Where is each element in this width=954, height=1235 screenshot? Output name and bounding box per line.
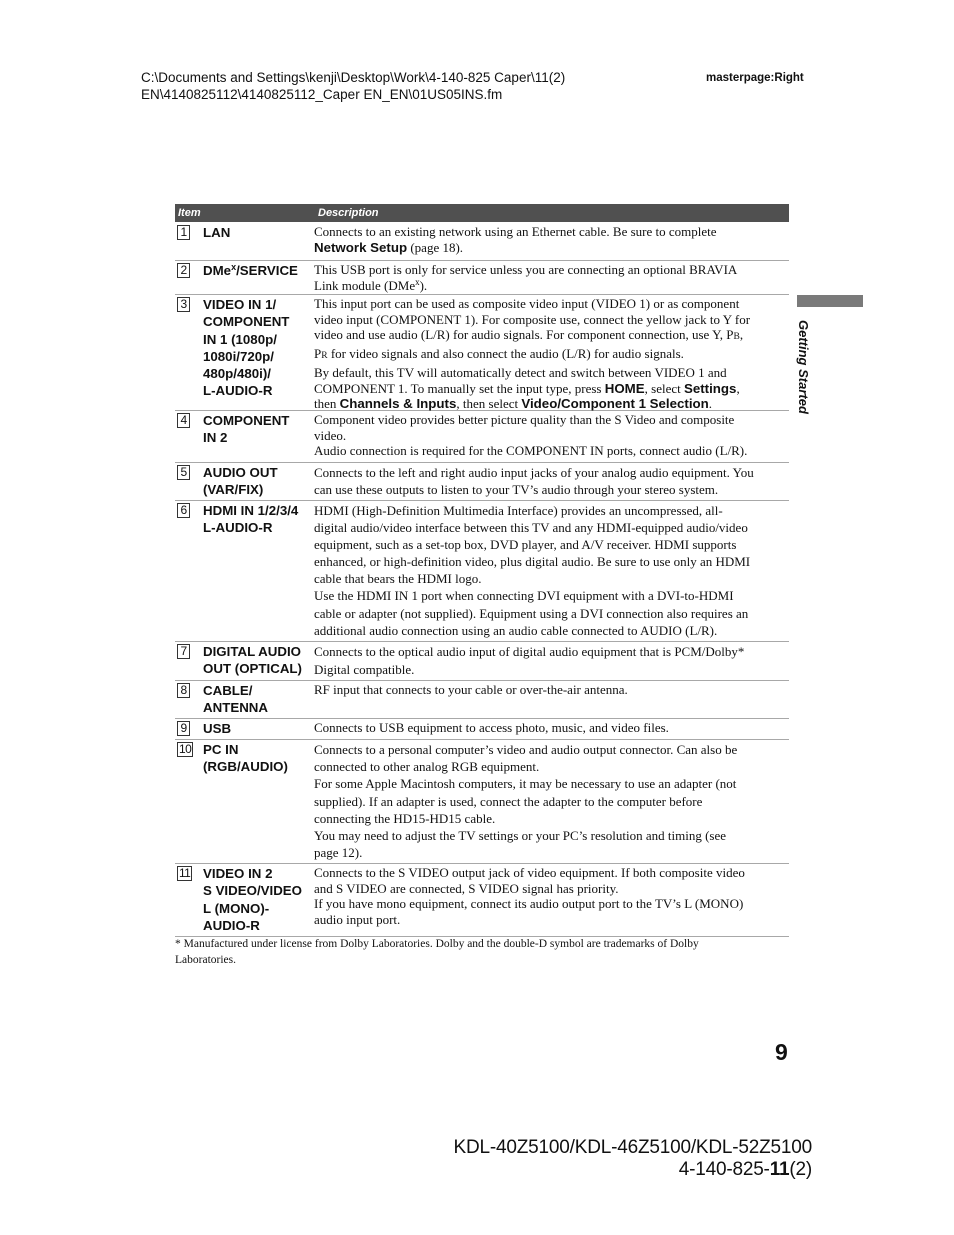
item-name-line: VIDEO IN 1/ xyxy=(203,297,277,312)
description-line: If you have mono equipment, connect its audio output port to the TV’s L (MONO) xyxy=(314,896,744,912)
item-name xyxy=(203,682,268,717)
item-name-line: (VAR/FIX) xyxy=(203,482,264,498)
item-name-line: PC IN xyxy=(203,742,239,757)
text-run: /SERVICE xyxy=(236,263,298,278)
item-description xyxy=(314,682,789,698)
description-line: By default, this TV will automatically detect and switch between VIDEO 1 and xyxy=(314,364,727,380)
file-path-line-1: C:\Documents and Settings\kenji\Desktop\Work\4-140-825 Caper\11(2) xyxy=(141,70,566,85)
text-run: , then select xyxy=(456,396,522,412)
table-row xyxy=(175,261,789,295)
text-run: video and use audio (L/R) for audio signals. For component connection, use Y, P xyxy=(314,327,734,343)
superscript: x xyxy=(415,277,420,287)
item-number-box: 9 xyxy=(177,721,190,736)
item-name xyxy=(203,412,289,447)
item-description xyxy=(314,224,789,256)
item-description xyxy=(314,865,789,928)
text-run: ). xyxy=(419,278,428,293)
item-number-box: 8 xyxy=(177,683,190,698)
description-line: Component video provides better picture quality than the S Video and composite xyxy=(314,412,735,427)
table-row xyxy=(175,463,789,501)
description-line xyxy=(314,346,789,365)
description-line: supplied). If an adapter is used, connect the adapter to the computer before xyxy=(314,793,703,809)
item-description xyxy=(314,643,789,678)
text-run: , xyxy=(736,380,740,396)
footnote-line: * Manufactured under license from Dolby Laboratories. Dolby and the double-D symbol are trademarks of Dolby xyxy=(175,938,699,950)
text-run: , select xyxy=(644,380,684,396)
item-name xyxy=(203,720,231,737)
description-line: Audio connection is required for the COMPONENT IN ports, connect audio (L/R). xyxy=(314,443,748,458)
description-line: enhanced, or high-definition video, plus digital audio. Be sure to use only an HDMI xyxy=(314,554,751,570)
text-run: COMPONENT 1. To manually set the input type, press xyxy=(314,380,605,396)
description-line: equipment, such as a set-top box, DVD player, and A/V receiver. HDMI supports xyxy=(314,537,737,553)
bold-term: HOME xyxy=(604,380,645,396)
item-name-line: 1080i/720p/ xyxy=(203,348,274,364)
text-run: , xyxy=(739,327,744,343)
document-code-prefix: 4-140-825- xyxy=(678,1159,770,1180)
table-row xyxy=(175,501,789,642)
description-line: HDMI (High-Definition Multimedia Interface) provides an uncompressed, all- xyxy=(314,503,723,518)
bold-term: Channels & Inputs xyxy=(339,396,457,412)
superscript: x xyxy=(231,262,237,272)
description-line: Use the HDMI IN 1 port when connecting DVI equipment with a DVI-to-HDMI xyxy=(314,588,734,604)
description-line: cable that bears the HDMI logo. xyxy=(314,571,482,587)
item-number-box: 6 xyxy=(177,503,190,518)
description-line: connecting the HD15-HD15 cable. xyxy=(314,810,496,826)
item-name xyxy=(203,865,302,934)
item-name xyxy=(203,502,298,537)
item-number-box: 10 xyxy=(179,742,192,756)
description-line: Connects to the S VIDEO output jack of video equipment. If both composite video xyxy=(314,865,745,880)
description-line: Connects to the optical audio input of digital audio equipment that is PCM/Dolby* xyxy=(314,644,745,659)
connections-table xyxy=(175,223,789,937)
description-line xyxy=(314,381,789,397)
small-letter: B xyxy=(733,332,740,343)
small-letter: R xyxy=(321,351,328,362)
item-name-line: VIDEO IN 2 xyxy=(203,866,273,881)
description-line: can use these outputs to listen to your TV’s audio through your stereo system. xyxy=(314,482,719,497)
item-description xyxy=(314,412,789,459)
item-number-box: 5 xyxy=(177,465,190,480)
item-description xyxy=(314,502,789,639)
item-name xyxy=(203,741,288,776)
page-number: 9 xyxy=(775,1039,788,1065)
item-name-line: ANTENNA xyxy=(203,700,269,716)
model-numbers: KDL-40Z5100/KDL-46Z5100/KDL-52Z5100 xyxy=(453,1137,812,1158)
text-run: . xyxy=(708,396,713,412)
description-line xyxy=(314,327,789,346)
table-row xyxy=(175,740,789,864)
description-line: video input (COMPONENT 1). For composite use, connect the yellow jack to Y for xyxy=(314,311,751,327)
description-line: cable or adapter (not supplied). Equipment using a DVI connection also requires an xyxy=(314,605,749,621)
document-code-suffix: (2) xyxy=(789,1159,812,1180)
item-name-line: IN 2 xyxy=(203,430,228,446)
section-tab-label: Getting Started xyxy=(796,320,811,414)
description-line: connected to other analog RGB equipment. xyxy=(314,759,540,775)
item-name-line: CABLE/ xyxy=(203,683,253,698)
description-line: and S VIDEO are connected, S VIDEO signal has priority. xyxy=(314,880,619,896)
description-line xyxy=(314,278,789,294)
item-number-box: 1 xyxy=(177,225,190,240)
item-name-line: AUDIO OUT xyxy=(203,465,278,480)
column-header-item: Item xyxy=(178,207,201,219)
item-name-line: OUT (OPTICAL) xyxy=(203,661,302,677)
item-name-line xyxy=(203,262,298,279)
bold-term: Network Setup xyxy=(314,240,408,255)
text-run: DMe xyxy=(203,263,232,278)
document-code xyxy=(679,1158,812,1182)
description-line xyxy=(314,396,789,412)
description-line xyxy=(314,240,789,256)
table-row xyxy=(175,411,789,463)
item-description xyxy=(314,464,789,498)
bold-term: Settings xyxy=(683,380,737,396)
description-line: For some Apple Macintosh computers, it may be necessary to use an adapter (not xyxy=(314,776,737,792)
text-run: for video signals and also connect the audio (L/R) for audio signals. xyxy=(327,346,684,362)
description-line: additional audio connection using an audio cable connected to AUDIO (L/R). xyxy=(314,622,718,638)
item-name-line: L-AUDIO-R xyxy=(203,383,273,399)
text-run: (page 18). xyxy=(407,240,464,255)
table-row xyxy=(175,864,789,937)
description-line: This USB port is only for service unless you are connecting an optional BRAVIA xyxy=(314,262,738,277)
description-line: You may need to adjust the TV settings or your PC’s resolution and timing (see xyxy=(314,828,727,844)
description-line: video. xyxy=(314,427,347,443)
item-name-line: L (MONO)- xyxy=(203,900,270,916)
item-name-line: HDMI IN 1/2/3/4 xyxy=(203,503,299,518)
table-row xyxy=(175,719,789,740)
item-name-line: COMPONENT xyxy=(203,314,290,330)
item-name-line: L-AUDIO-R xyxy=(203,520,273,536)
item-name-line: 480p/480i)/ xyxy=(203,366,272,382)
item-name-line: S VIDEO/VIDEO xyxy=(203,883,303,899)
document-code-revision: 11 xyxy=(769,1159,790,1180)
item-description xyxy=(314,741,789,861)
bold-term: Video/Component 1 Selection xyxy=(521,396,709,412)
item-name-line: AUDIO-R xyxy=(203,917,260,933)
masterpage-label: masterpage:Right xyxy=(706,72,804,84)
description-line: Connects to USB equipment to access photo, music, and video files. xyxy=(314,720,669,735)
column-header-description: Description xyxy=(318,207,379,219)
description-line: This input port can be used as composite video input (VIDEO 1) or as component xyxy=(314,296,740,311)
item-number-box: 2 xyxy=(177,263,190,278)
description-line: Digital compatible. xyxy=(314,661,415,677)
item-name-line: COMPONENT xyxy=(203,413,290,428)
item-name-line: (RGB/AUDIO) xyxy=(203,759,288,775)
description-line: digital audio/video interface between this TV and any HDMI-equipped audio/video xyxy=(314,520,748,536)
item-name-line: IN 1 (1080p/ xyxy=(203,331,277,347)
item-name xyxy=(203,296,289,400)
item-name-line: USB xyxy=(203,721,232,736)
table-header xyxy=(175,204,789,222)
footnote-line: Laboratories. xyxy=(175,954,236,966)
description-line: audio input port. xyxy=(314,912,401,928)
item-description xyxy=(314,720,789,736)
table-row xyxy=(175,295,789,411)
item-name xyxy=(203,464,278,499)
item-name-line: DIGITAL AUDIO xyxy=(203,644,301,659)
description-line: Connects to an existing network using an Ethernet cable. Be sure to complete xyxy=(314,224,717,239)
description-line: page 12). xyxy=(314,845,363,861)
item-number-box: 3 xyxy=(177,297,190,312)
footnote xyxy=(175,936,699,968)
item-description xyxy=(314,296,789,412)
item-number-box: 11 xyxy=(179,866,191,880)
table-row xyxy=(175,681,789,719)
description-line: Connects to a personal computer’s video and audio output connector. Can also be xyxy=(314,742,738,757)
description-line: RF input that connects to your cable or over-the-air antenna. xyxy=(314,682,628,697)
item-name xyxy=(203,224,230,241)
table-row xyxy=(175,223,789,261)
text-run: Link module (DMe xyxy=(314,278,416,293)
item-number-box: 4 xyxy=(177,413,190,428)
text-run: P xyxy=(314,346,322,362)
description-line: Connects to the left and right audio input jacks of your analog audio equipment. You xyxy=(314,465,754,480)
item-name-line: LAN xyxy=(203,225,231,240)
table-row xyxy=(175,642,789,681)
item-name xyxy=(203,262,298,279)
text-run: then xyxy=(314,396,340,412)
section-tab-bar xyxy=(797,295,863,307)
item-number-box: 7 xyxy=(177,644,190,659)
item-name xyxy=(203,643,302,678)
item-description xyxy=(314,262,789,294)
file-path-line-2: EN\4140825112\4140825112_Caper EN_EN\01US05INS.fm xyxy=(141,87,503,102)
